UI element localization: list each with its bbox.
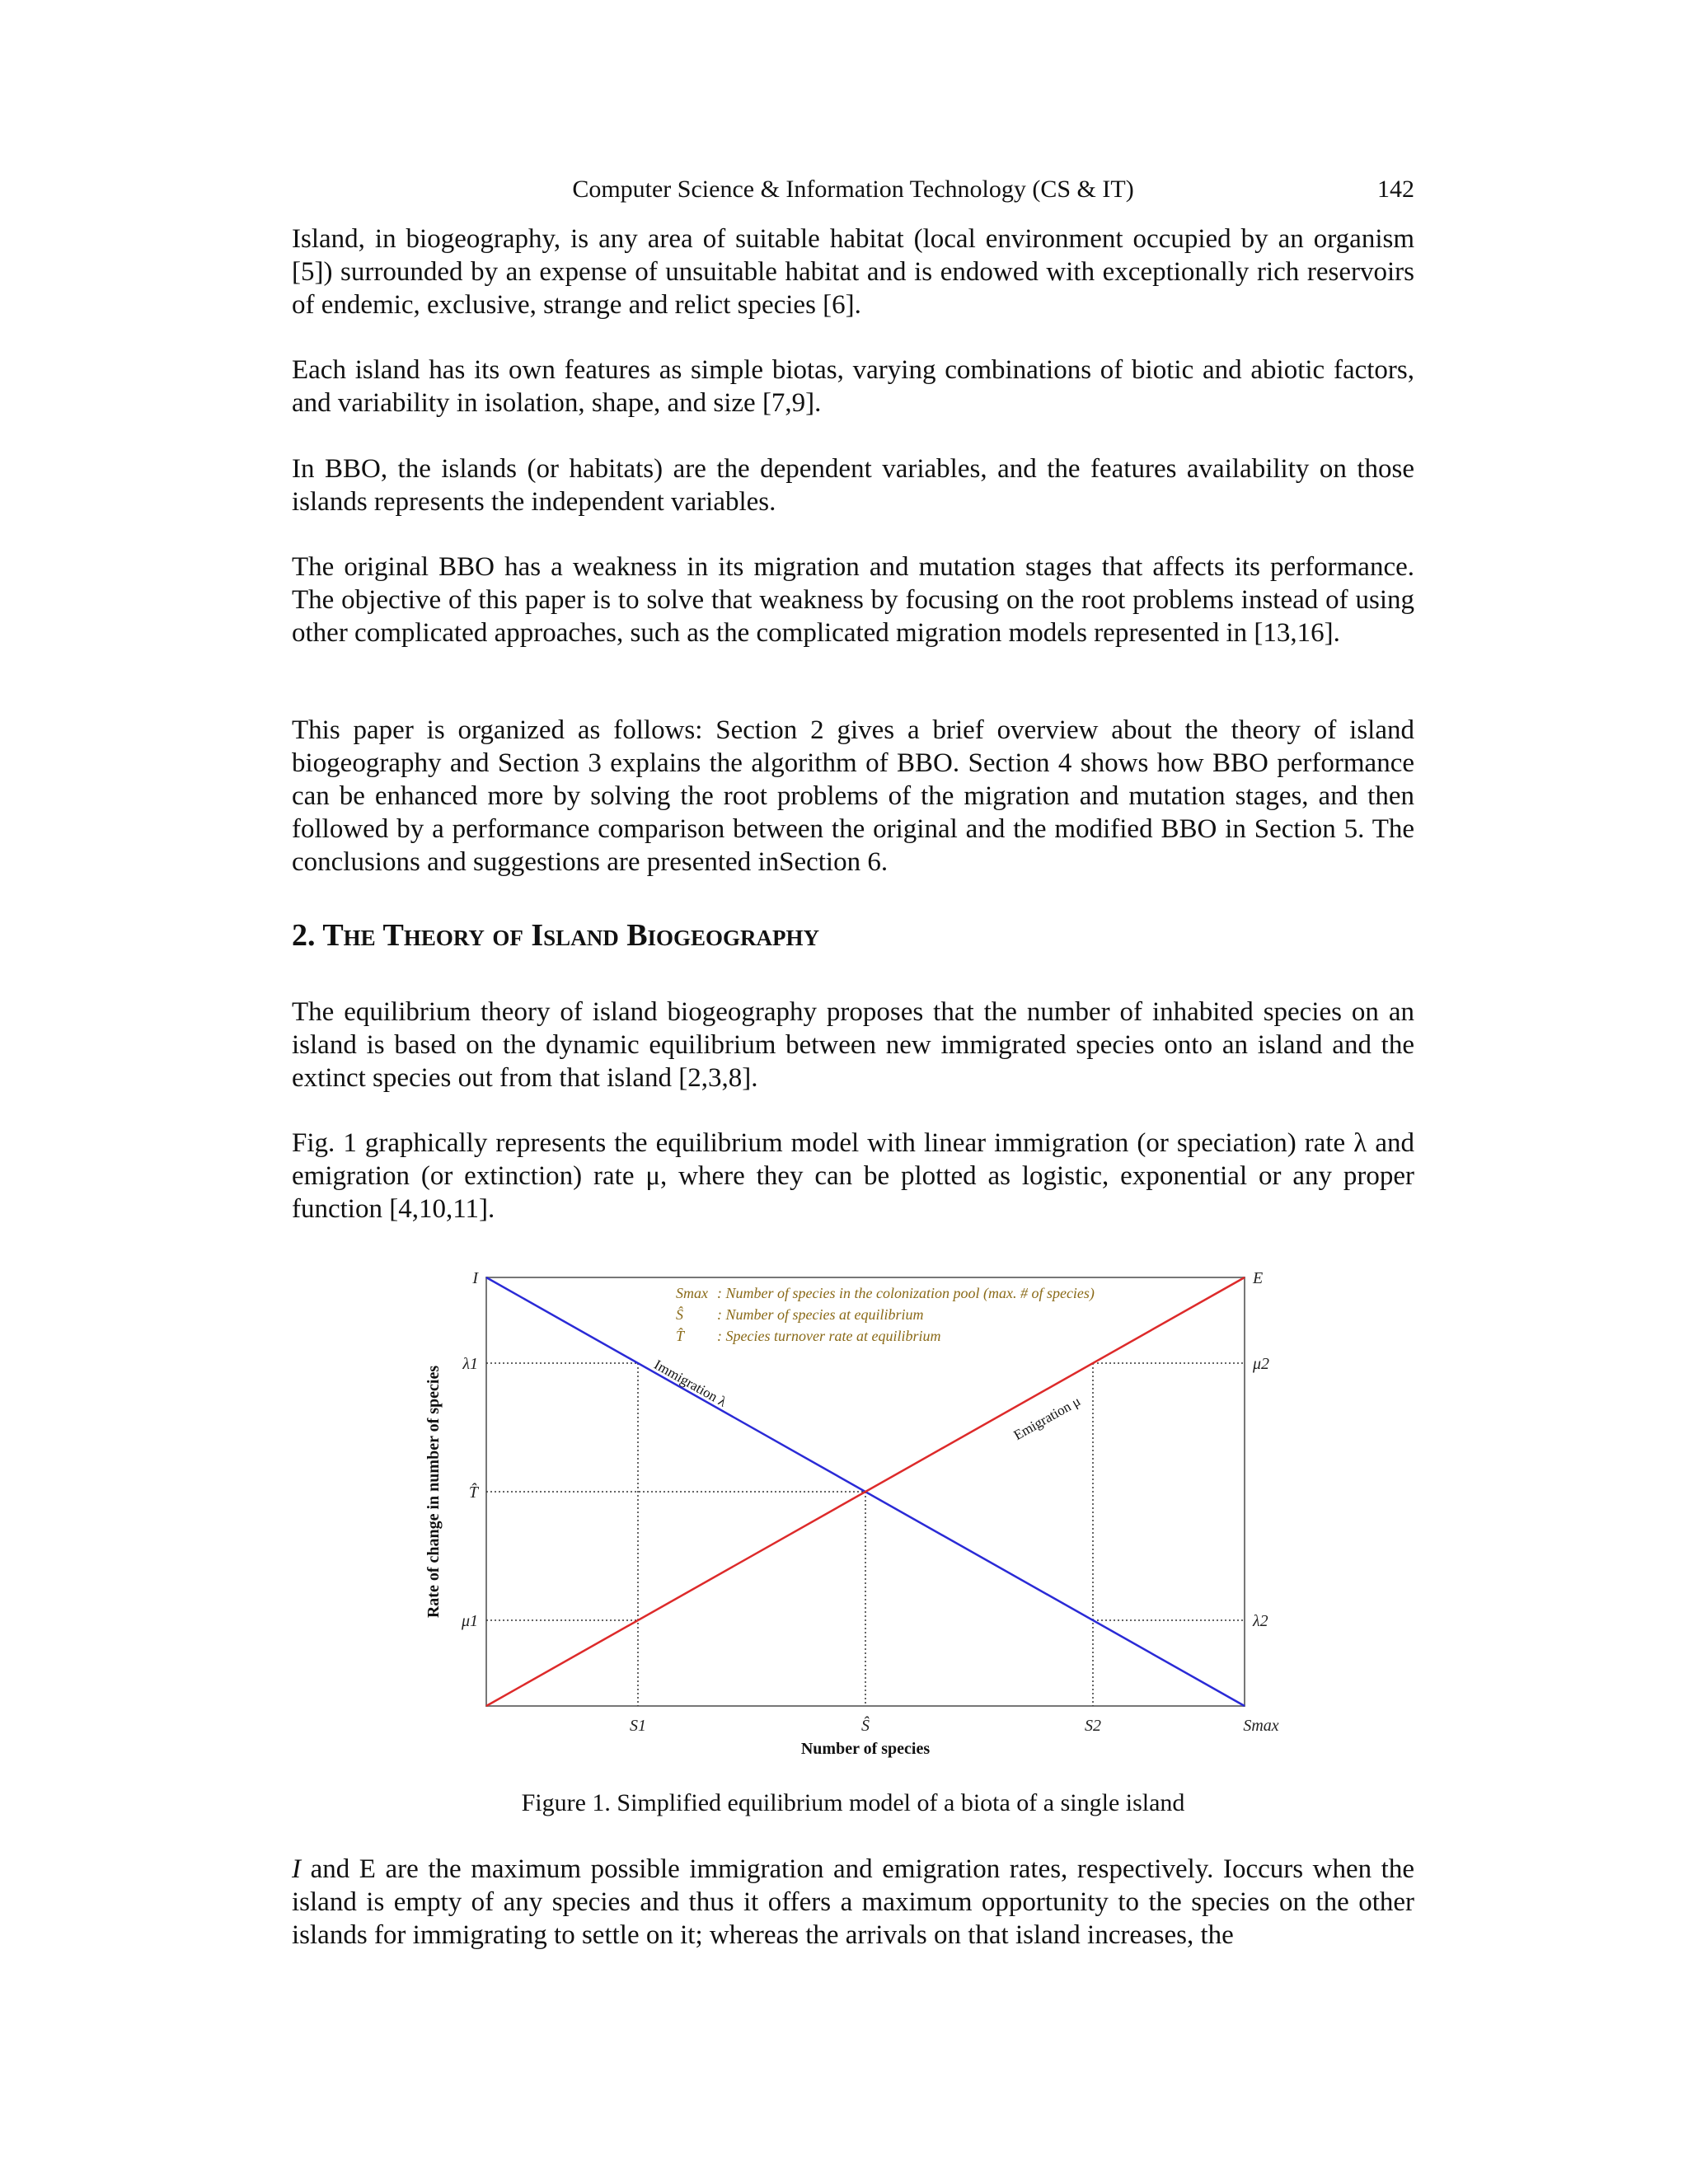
legend-symbol-2: T̂: [676, 1328, 685, 1344]
legend-symbol-1: Ŝ: [676, 1306, 683, 1323]
section-paragraph-1: The equilibrium theory of island biogeography proposes that the number of inhabited species on an island is based on the dynamic equilibrium between new immigrated species onto an island and the extinct species out from that island [2,3,8].: [292, 997, 1414, 1093]
x-tick-2: S2: [1085, 1717, 1101, 1735]
legend-text-2: : Species turnover rate at equilibrium: [717, 1328, 941, 1344]
x-tick-0: S1: [630, 1717, 646, 1735]
equilibrium-chart: [420, 1253, 1294, 1764]
closing-i-symbol: I: [292, 1854, 301, 1884]
paragraph-1: Island, in biogeography, is any area of suitable habitat (local environment occupied by an organism [5]) surrounded by an expense of unsuitable habitat and is endowed with exceptionally rich reservoirs of endemic, exclusive, strange and relict species [6].: [292, 224, 1414, 320]
emigration-label: Emigration μ: [1010, 1393, 1084, 1444]
y-tick-right-2: λ2: [1253, 1612, 1268, 1630]
y-tick-left-2: T̂: [468, 1483, 478, 1502]
y-tick-left-0: I: [472, 1269, 478, 1287]
y-tick-left-1: λ1: [462, 1355, 478, 1373]
x-tick-3: Smax: [1243, 1717, 1279, 1735]
x-axis-title: Number of species: [800, 1740, 931, 1758]
closing-paragraph: [292, 1853, 1414, 1952]
y-tick-left-3: μ1: [461, 1612, 478, 1630]
section-heading: 2. The Theory of Island Biogeography: [292, 918, 820, 953]
legend-text-1: : Number of species at equilibrium: [717, 1306, 924, 1323]
figure-1: [420, 1253, 1294, 1764]
x-tick-1: Ŝ: [861, 1717, 870, 1735]
page-number: 142: [1377, 176, 1414, 203]
legend-text-0: : Number of species in the colonization pool (max. # of species): [717, 1285, 1095, 1301]
figure-caption: Figure 1. Simplified equilibrium model of a biota of a single island: [521, 1789, 1185, 1816]
y-tick-right-0: E: [1253, 1269, 1264, 1287]
y-tick-right-1: μ2: [1253, 1355, 1270, 1373]
paragraph-2: Each island has its own features as simple biotas, varying combinations of biotic and abiotic factors, and variability in isolation, shape, and size [7,9].: [292, 355, 1414, 418]
y-axis-title: Rate of change in number of species: [424, 1365, 443, 1619]
paragraph-4: The original BBO has a weakness in its migration and mutation stages that affects its performance. The objective of this paper is to solve that weakness by focusing on the root problems instead of using other complicated approaches, such as the complicated migration models represented in [13,16].: [292, 552, 1414, 648]
immigration-label: Immigration λ: [651, 1357, 729, 1410]
legend-symbol-0: Smax: [676, 1285, 708, 1301]
paragraph-5: This paper is organized as follows: Section 2 gives a brief overview about the theory of island biogeography and Section 3 explains the algorithm of BBO. Section 4 shows how BBO performance can be enhanced more by solving the root problems of the migration and mutation stages, and then followed by a performance comparison between the original and the modified BBO in Section 5. The conclusions and suggestions are presented inSection 6.: [292, 715, 1414, 877]
running-header: Computer Science & Information Technology (CS & IT): [572, 176, 1134, 203]
section-paragraph-2: Fig. 1 graphically represents the equilibrium model with linear immigration (or speciation) rate λ and emigration (or extinction) rate μ, where they can be plotted as logistic, exponential or any proper function [4,10,11].: [292, 1128, 1414, 1224]
paragraph-3: In BBO, the islands (or habitats) are the dependent variables, and the features availability on those islands represents the independent variables.: [292, 454, 1414, 517]
closing-text: and E are the maximum possible immigration and emigration rates, respectively. Ioccurs when the island is empty of any species and thus it offers a maximum opportunity to the species on the other islands for immigrating to settle on it; whereas the arrivals on that island increases, the: [292, 1854, 1414, 1950]
